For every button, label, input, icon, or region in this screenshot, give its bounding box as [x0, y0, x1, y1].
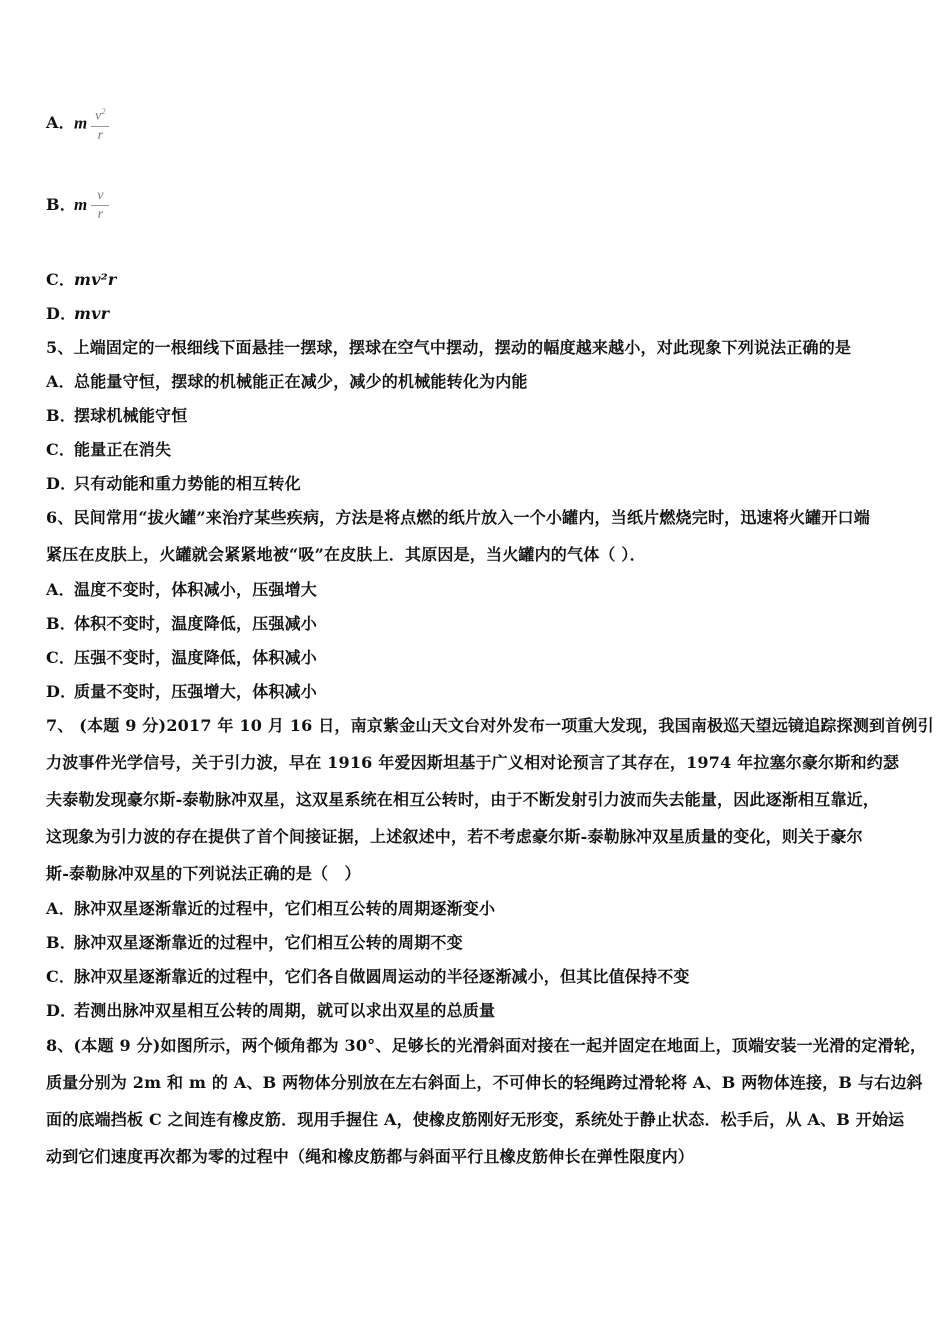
option-label: A．: [46, 580, 75, 599]
q6-option-d[interactable]: [46, 682, 317, 702]
option-label: C．: [46, 440, 76, 459]
option-label: C．: [46, 648, 76, 667]
option-text: 摆球机械能守恒: [74, 406, 188, 425]
formula-m: m: [74, 113, 88, 133]
option-label: B．: [46, 933, 76, 952]
q7-option-a[interactable]: [46, 899, 495, 919]
option-label: B．: [46, 195, 76, 214]
option-text: 体积不变时，温度降低，压强减小: [74, 614, 318, 633]
fraction-numerator: $v^2$: [95, 107, 106, 124]
q8-stem-line-4: 动到它们速度再次都为零的过程中（绳和橡皮筋都与斜面平行且橡皮筋伸长在弹性限度内）: [46, 1147, 695, 1166]
q8-stem-line-2: 质量分别为 2m 和 m 的 A、B 两物体分别放在左右斜面上，不可伸长的轻绳跨过滑轮将 A、B 两物体连接，B 与右边斜: [46, 1073, 923, 1092]
option-label: B．: [46, 614, 76, 633]
fraction-v-over-r: [91, 188, 109, 223]
q6-option-c[interactable]: [46, 648, 317, 668]
q4-option-b[interactable]: [46, 188, 109, 223]
fraction-numerator: v: [97, 188, 104, 203]
option-formula: mv²r: [74, 270, 117, 289]
q5-option-c[interactable]: [46, 440, 171, 460]
q5-stem: 5、上端固定的一根细线下面悬挂一摆球，摆球在空气中摆动，摆动的幅度越来越小，对此现象下列说法正确的是: [46, 338, 852, 357]
option-text: 能量正在消失: [74, 440, 172, 459]
q8-stem-line-3: 面的底端挡板 C 之间连有橡皮筋．现用手握住 A，使橡皮筋刚好无形变，系统处于静止状态．松手后，从 A、B 开始运: [46, 1110, 905, 1129]
q8-stem-line-1: 8、(本题 9 分)如图所示，两个倾角都为 30°、足够长的光滑斜面对接在一起并固定在地面上，顶端安装一光滑的定滑轮，: [46, 1036, 927, 1055]
option-label: C．: [46, 967, 76, 986]
q7-stem-line-2: 力波事件光学信号，关于引力波，早在 1916 年爱因斯坦基于广义相对论预言了其存在，1974 年拉塞尔豪尔斯和约瑟: [46, 753, 900, 772]
q6-stem-line-2: 紧压在皮肤上，火罐就会紧紧地被“吸”在皮肤上．其原因是，当火罐内的气体（ ）．: [46, 545, 646, 564]
fraction-bar: [91, 126, 109, 127]
q7-stem-line-5: 斯-泰勒脉冲双星的下列说法正确的是（ ）: [46, 864, 361, 883]
option-text: 脉冲双星逐渐靠近的过程中，它们相互公转的周期逐渐变小: [74, 899, 496, 918]
option-label: A．: [46, 899, 75, 918]
q4-option-c[interactable]: [46, 270, 116, 290]
q6-stem-line-1: 6、民间常用“拔火罐”来治疗某些疾病，方法是将点燃的纸片放入一个小罐内，当纸片燃烧完时，迅速将火罐开口端: [46, 508, 870, 527]
fraction-v2-over-r: [91, 104, 109, 144]
q7-option-d[interactable]: [46, 1001, 495, 1021]
option-label: D．: [46, 304, 77, 323]
option-text: 脉冲双星逐渐靠近的过程中，它们各自做圆周运动的半径逐渐减小，但其比值保持不变: [74, 967, 690, 986]
q5-option-b[interactable]: [46, 406, 187, 426]
option-text: 质量不变时，压强增大，体积减小: [74, 682, 318, 701]
option-text: 总能量守恒，摆球的机械能正在减少，减少的机械能转化为内能: [74, 372, 528, 391]
q4-option-a[interactable]: [46, 104, 109, 144]
formula-m: m: [74, 195, 88, 214]
option-label: D．: [46, 1001, 77, 1020]
q4-option-d[interactable]: [46, 304, 109, 324]
option-text: 温度不变时，体积减小，压强增大: [74, 580, 318, 599]
option-label: A．: [46, 113, 75, 133]
q6-option-a[interactable]: [46, 580, 317, 600]
fraction-denominator: r: [97, 207, 104, 222]
option-label: D．: [46, 682, 77, 701]
q7-stem-line-3: 夫泰勒发现豪尔斯-泰勒脉冲双星，这双星系统在相互公转时，由于不断发射引力波而失去能量，因此逐渐相互靠近，: [46, 790, 880, 809]
option-text: 脉冲双星逐渐靠近的过程中，它们相互公转的周期不变: [74, 933, 463, 952]
option-text: 只有动能和重力势能的相互转化: [74, 474, 301, 493]
option-label: A．: [46, 372, 75, 391]
q7-option-c[interactable]: [46, 967, 690, 987]
q5-option-a[interactable]: [46, 372, 528, 392]
fraction-bar: [91, 205, 109, 206]
fraction-denominator: r: [97, 127, 104, 143]
q7-stem-line-4: 这现象为引力波的存在提供了首个间接证据，上述叙述中，若不考虑豪尔斯-泰勒脉冲双星质量的变化，则关于豪尔: [46, 827, 863, 846]
option-text: 若测出脉冲双星相互公转的周期，就可以求出双星的总质量: [74, 1001, 496, 1020]
option-text: 压强不变时，温度降低，体积减小: [74, 648, 318, 667]
option-formula: mvr: [74, 304, 110, 323]
q6-option-b[interactable]: [46, 614, 317, 634]
q7-stem-line-1: 7、 (本题 9 分)2017 年 10 月 16 日，南京紫金山天文台对外发布一项重大发现，我国南极巡天望远镜追踪探测到首例引: [46, 716, 934, 735]
option-label: C．: [46, 270, 76, 289]
q5-option-d[interactable]: [46, 474, 301, 494]
option-label: B．: [46, 406, 76, 425]
q7-option-b[interactable]: [46, 933, 463, 953]
option-label: D．: [46, 474, 77, 493]
